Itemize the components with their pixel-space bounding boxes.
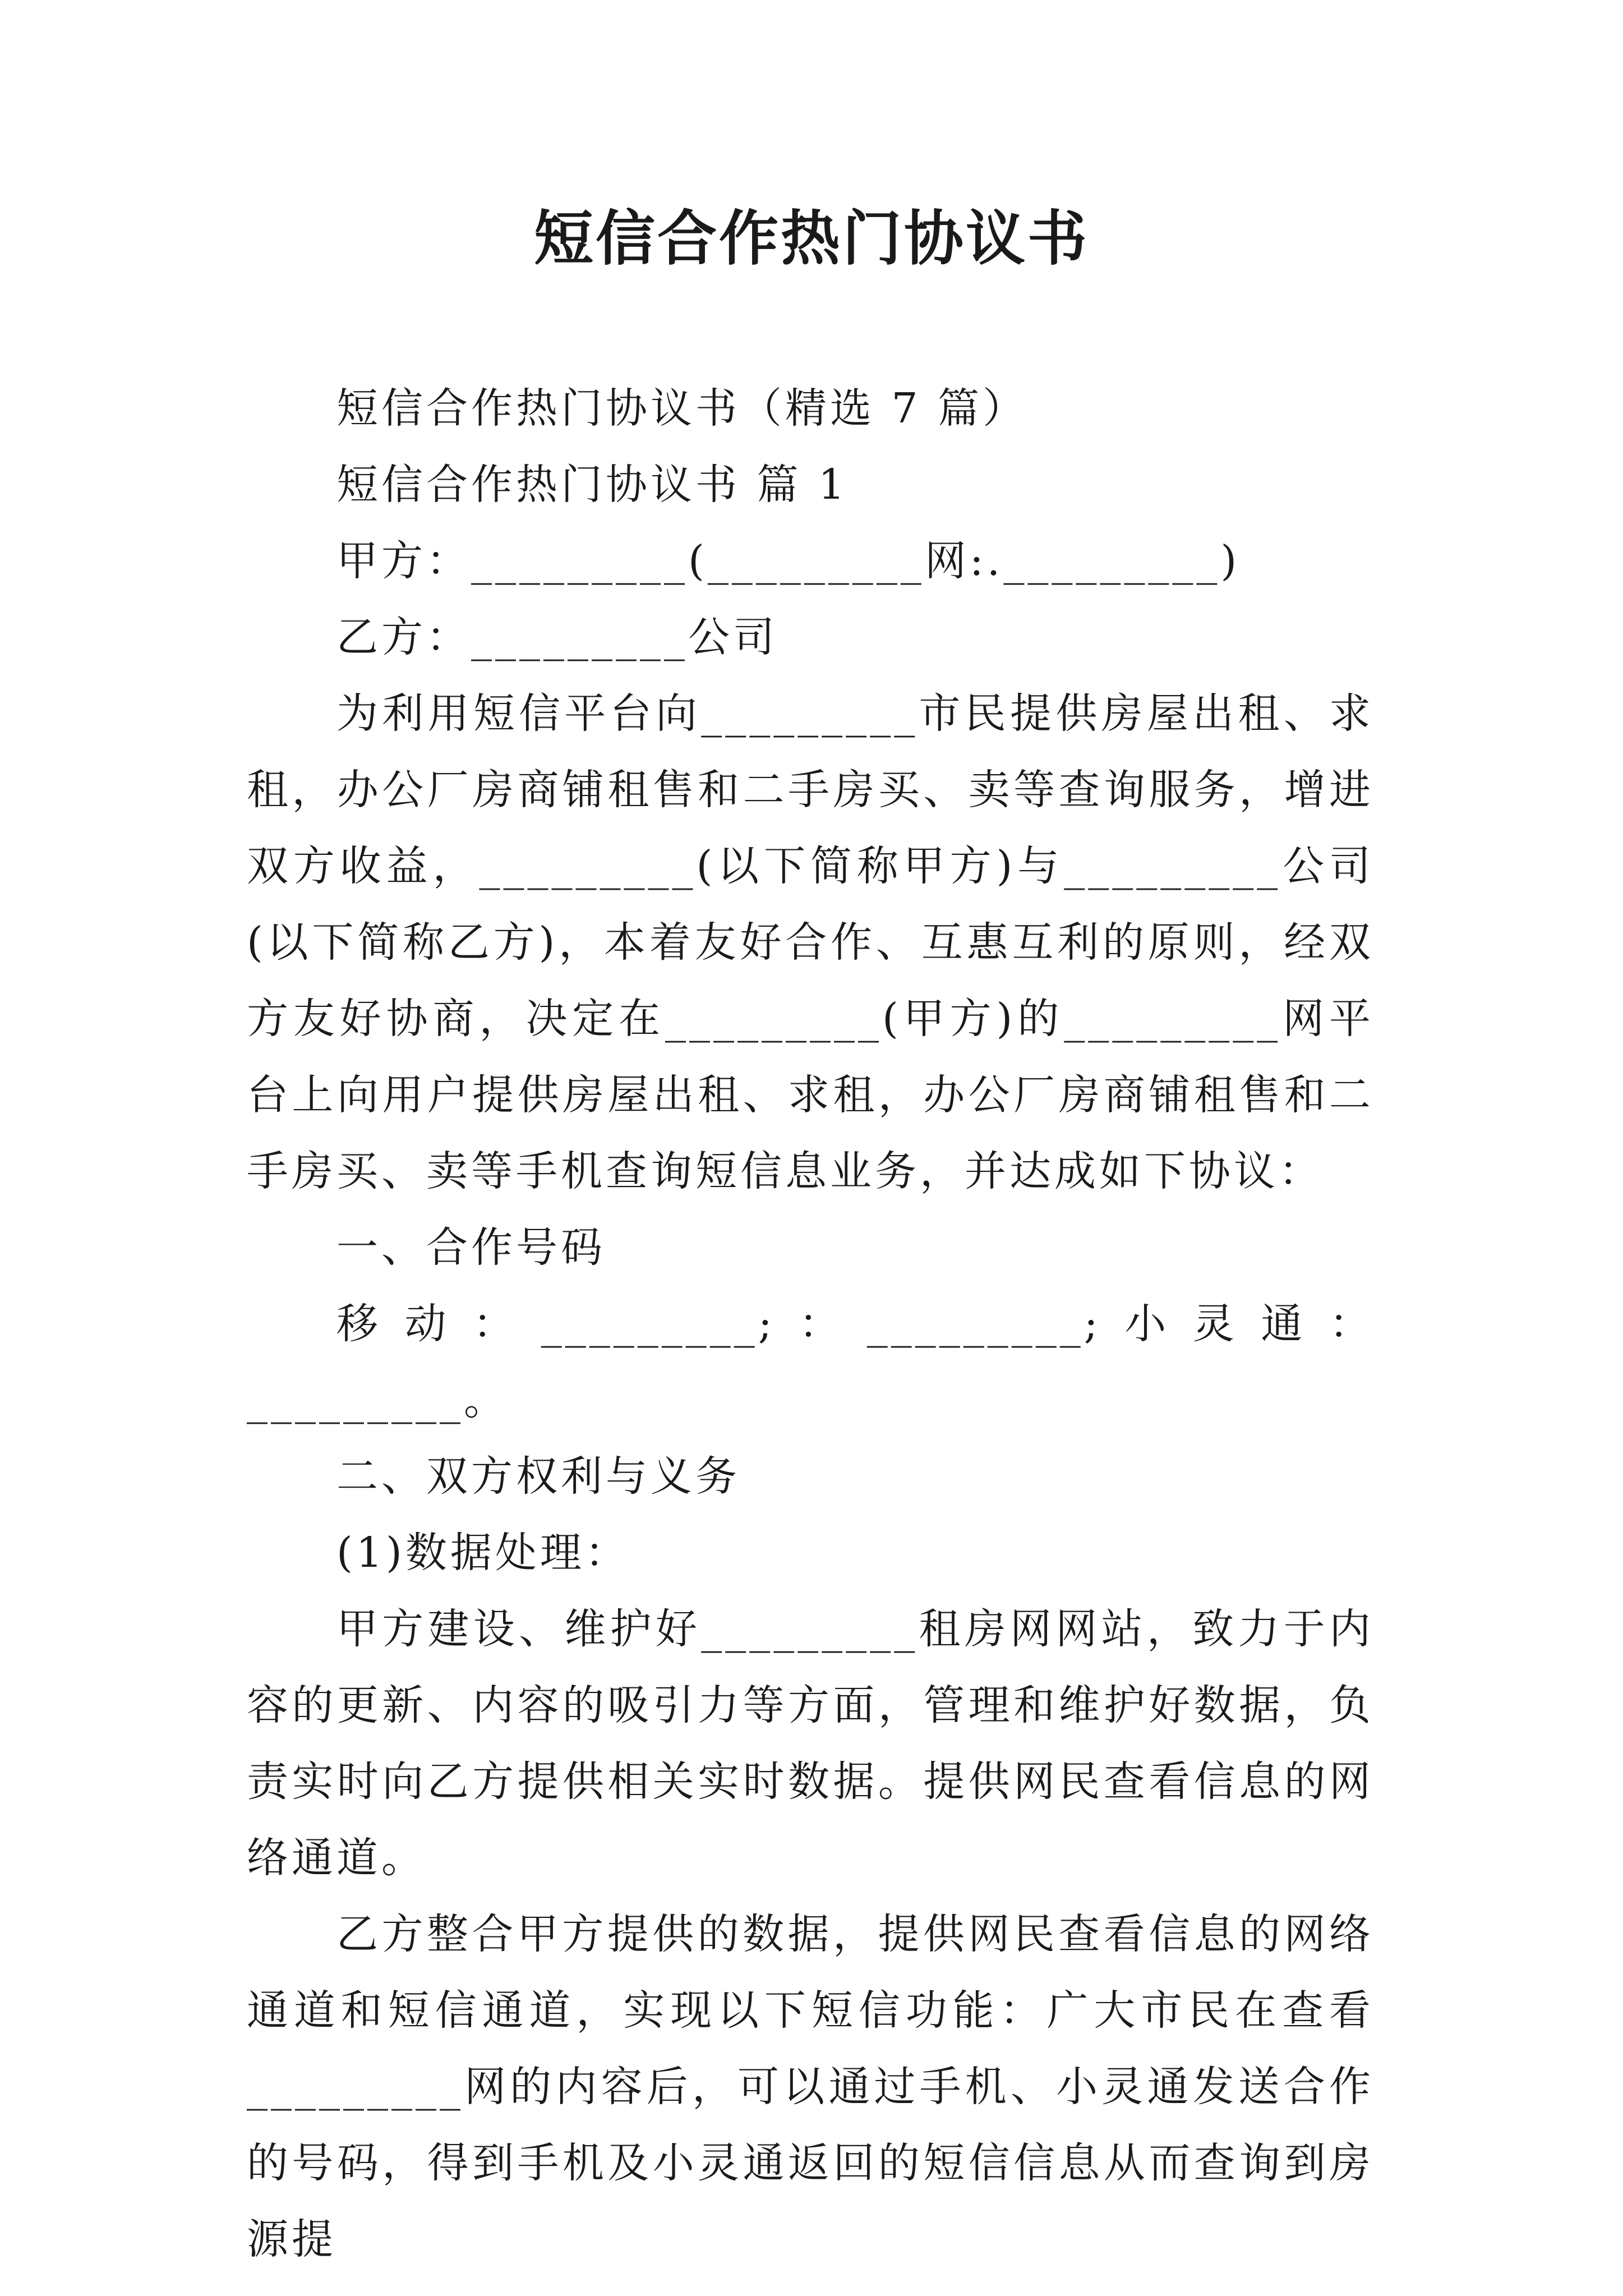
paragraph-party-b-duties: 乙方整合甲方提供的数据，提供网民查看信息的网络通道和短信通道，实现以下短信功能：广大市民在查看_________网的内容后，可以通过手机、小灵通发送合作的号码，得到手机及小灵通返回的短信信息从而查询到房源提 [247, 1910, 1374, 2263]
paragraph-subtitle: 短信合作热门协议书（精选 7 篇） [336, 384, 1028, 432]
paragraph-section-heading: 短信合作热门协议书 篇 1 [336, 461, 849, 509]
paragraph-party-a: 甲方：_________(_________网:._________) [336, 537, 1241, 585]
paragraph-party-b: 乙方：_________公司 [336, 613, 778, 661]
paragraph-party-a-duties: 甲方建设、维护好_________租房网网站，致力于内容的更新、内容的吸引力等方面，管理和维护好数据，负责实时向乙方提供相关实时数据。提供网民查看信息的网络通道。 [247, 1605, 1374, 1882]
paragraph-preamble: 为利用短信平台向_________市民提供房屋出租、求租，办公厂房商铺租售和二手房买、卖等查询服务，增进双方收益，_________(以下简称甲方)与_________公司(以下简称乙方)，本着友好合作、互惠互利的原则，经双方友好协商，决定在_________(甲方)的_________网平台上向用户提供房屋出租、求租，办公厂房商铺租售和二手房买、卖等手机查询短信息业务，并达成如下协议： [247, 689, 1374, 1195]
document-body [247, 370, 1374, 2277]
document-title: 短信合作热门协议书 [534, 203, 1089, 273]
paragraph-heading-rights: 二、双方权利与义务 [336, 1452, 740, 1501]
paragraph-heading-numbers: 一、合作号码 [336, 1223, 606, 1272]
paragraph-data-processing: (1)数据处理： [336, 1529, 630, 1577]
paragraph-numbers: 移动：_________;：_________;小灵通：_________。 [247, 1300, 1374, 1424]
